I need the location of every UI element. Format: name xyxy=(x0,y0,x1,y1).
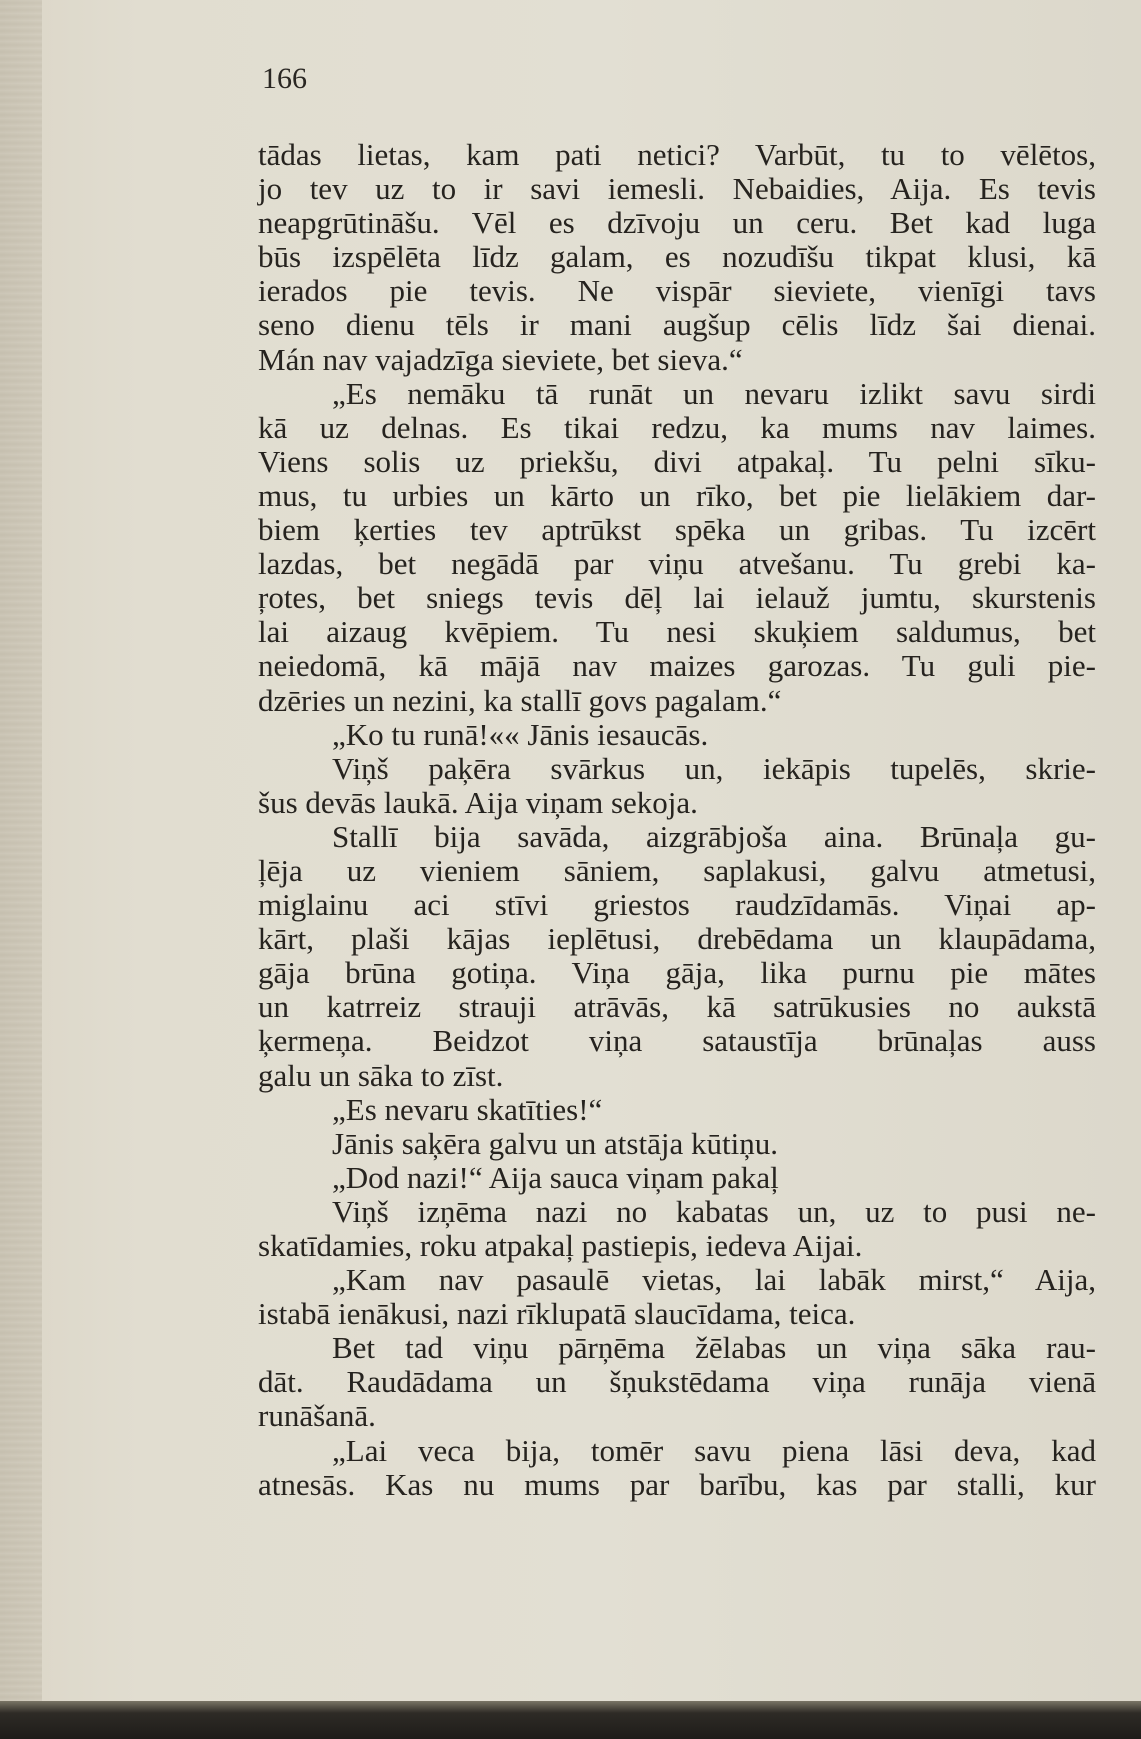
text-line: „Lai veca bija, tomēr savu piena lāsi deva, kad xyxy=(332,1432,1096,1468)
text-line: atnesās. Kas nu mums par barību, kas par stalli, kur xyxy=(258,1466,1096,1502)
text-line: „Dod nazi!“ Aija sauca viņam pakaļ xyxy=(332,1159,779,1195)
text-line: Viens solis uz priekšu, divi atpakaļ. Tu pelni sīku- xyxy=(258,443,1096,479)
text-line: galu un sāka to zīst. xyxy=(258,1057,504,1093)
text-line: „Es nevaru skatīties!“ xyxy=(332,1091,603,1127)
text-line: neapgrūtināšu. Vēl es dzīvoju un ceru. Bet kad luga xyxy=(258,205,1096,241)
text-line: Jānis saķēra galvu un atstāja kūtiņu. xyxy=(332,1125,778,1161)
text-line: runāšanā. xyxy=(258,1398,376,1434)
text-line: Viņš paķēra svārkus un, iekāpis tupelēs, skrie- xyxy=(332,750,1096,786)
body-text xyxy=(258,138,1096,1502)
text-line: lai aizaug kvēpiem. Tu nesi skuķiem saldumus, bet xyxy=(258,614,1096,650)
text-line: biem ķerties tev aptrūkst spēka un gribas. Tu izcērt xyxy=(258,512,1096,548)
text-line: ķermeņa. Beidzot viņa sataustīja brūnaļas auss xyxy=(258,1023,1096,1059)
text-line: mus, tu urbies un kārto un rīko, bet pie lielākiem dar- xyxy=(258,477,1096,513)
text-line: „Kam nav pasaulē vietas, lai labāk mirst,“ Aija, xyxy=(332,1262,1096,1298)
text-line: dāt. Raudādama un šņukstēdama viņa runāja vienā xyxy=(258,1364,1096,1400)
text-line: šus devās laukā. Aija viņam sekoja. xyxy=(258,784,698,820)
text-line: ļēja uz vieniem sāniem, saplakusi, galvu atmetusi, xyxy=(258,852,1096,888)
text-line: lazdas, bet negādā par viņu atvešanu. Tu grebi ka- xyxy=(258,546,1096,582)
text-line: jo tev uz to ir savi iemesli. Nebaidies, Aija. Es tevis xyxy=(258,171,1096,207)
text-line: „Es nemāku tā runāt un nevaru izlikt savu sirdi xyxy=(332,375,1096,411)
text-line: seno dienu tēls ir mani augšup cēlis līdz šai dienai. xyxy=(258,307,1096,343)
text-line: „Ko tu runā!«« Jānis iesaucās. xyxy=(332,716,709,752)
text-line: un katrreiz strauji atrāvās, kā satrūkusies no aukstā xyxy=(258,989,1096,1025)
text-line: skatīdamies, roku atpakaļ pastiepis, iedeva Aijai. xyxy=(258,1228,863,1263)
text-line: tādas lietas, kam pati netici? Varbūt, tu to vēlētos, xyxy=(258,137,1096,172)
page-number: 166 xyxy=(262,62,307,95)
page-binding-shadow xyxy=(0,0,42,1739)
text-line: Stallī bija savāda, aizgrābjoša aina. Brūnaļa gu- xyxy=(332,818,1096,854)
page-bottom-edge xyxy=(0,1701,1141,1739)
text-line: miglainu aci stīvi griestos raudzīdamās. Viņai ap- xyxy=(258,887,1096,923)
text-line: gāja brūna gotiņa. Viņa gāja, lika purnu pie mātes xyxy=(258,955,1096,991)
text-line: ierados pie tevis. Ne vispār sieviete, vienīgi tavs xyxy=(258,273,1096,309)
text-line: Bet tad viņu pārņēma žēlabas un viņa sāka rau- xyxy=(332,1330,1096,1366)
text-line: dzēries un nezini, ka stallī govs pagalam.“ xyxy=(258,682,782,718)
text-line: Mán nav vajadzīga sieviete, bet sieva.“ xyxy=(258,341,743,377)
text-line: Viņš izņēma nazi no kabatas un, uz to pusi ne- xyxy=(332,1193,1096,1229)
text-line: kārt, plaši kājas ieplētusi, drebēdama un klaupādama, xyxy=(258,921,1096,957)
text-line: ŗotes, bet sniegs tevis dēļ lai ielauž jumtu, skurstenis xyxy=(258,580,1096,616)
text-line: istabā ienākusi, nazi rīklupatā slaucīdama, teica. xyxy=(258,1296,856,1332)
text-line: kā uz delnas. Es tikai redzu, ka mums nav laimes. xyxy=(258,409,1096,445)
text-line: būs izspēlēta līdz galam, es nozudīšu tikpat klusi, kā xyxy=(258,239,1096,275)
text-line: neiedomā, kā mājā nav maizes garozas. Tu guli pie- xyxy=(258,648,1096,684)
